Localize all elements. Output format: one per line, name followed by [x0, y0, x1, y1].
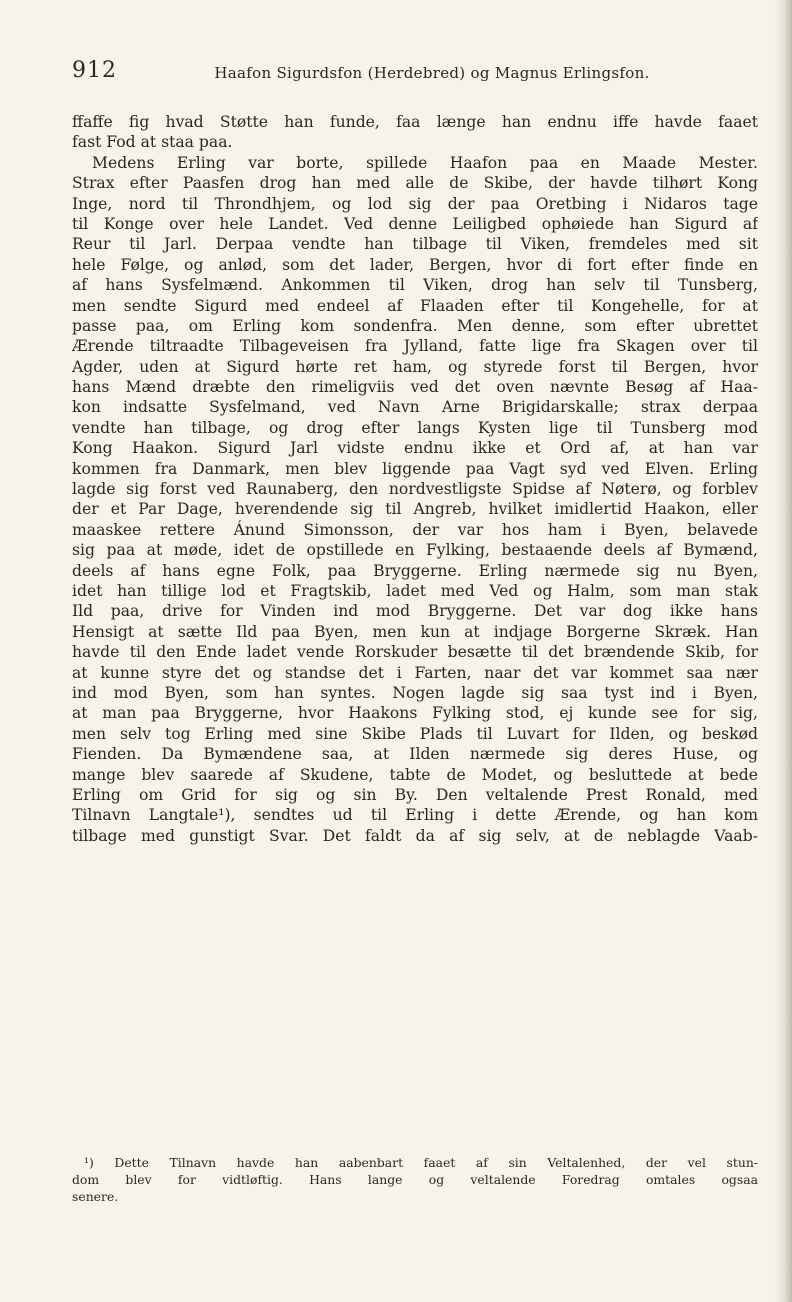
body-text	[72, 112, 758, 846]
footnote-text: Dette Tilnavn havde han aabenbart faaet af sin Veltalenhed, der vel stun-	[114, 1155, 758, 1170]
text-line: at kunne styre det og standse det i Farten, naar det var kommet saa nær	[72, 663, 758, 682]
text-line: kommen fra Danmark, men blev liggende paa Vagt syd ved Elven. Erling	[72, 459, 758, 478]
text-line: Tilnavn Langtale¹), sendtes ud til Erling i dette Ærende, og han kom	[72, 806, 758, 825]
text-line: idet han tillige lod et Fragtskib, ladet med Ved og Halm, som man stak	[72, 581, 758, 600]
text-line: at man paa Bryggerne, hvor Haakons Fylking stod, ej kunde see for sig,	[72, 704, 758, 723]
text-line: til Konge over hele Landet. Ved denne Leiligbed ophøiede han Sigurd af	[72, 214, 758, 233]
text-line: Ild paa, drive for Vinden ind mod Bryggerne. Det var dog ikke hans	[72, 602, 758, 621]
text-line: ind mod Byen, som han syntes. Nogen lagde sig saa tyst ind i Byen,	[72, 683, 758, 702]
footnote-mark: ¹)	[84, 1155, 94, 1170]
text-line: Reur til Jarl. Derpaa vendte han tilbage til Viken, fremdeles med sit	[72, 235, 758, 254]
text-line: Agder, uden at Sigurd hørte ret ham, og styrede forst til Bergen, hvor	[72, 357, 758, 376]
text-line: lagde sig forst ved Raunaberg, den nordvestligste Spidse af Nøterø, og forblev	[72, 480, 758, 499]
text-line: Hensigt at sætte Ild paa Byen, men kun at indjage Borgerne Skræk. Han	[72, 622, 758, 641]
text-line: ffaffe fig hvad Støtte han funde, faa længe han endnu iffe havde faaet	[72, 113, 758, 131]
text-line: Erling om Grid for sig og sin By. Den veltalende Prest Ronald, med	[72, 785, 758, 804]
text-line: af hans Sysfelmænd. Ankommen til Viken, drog han selv til Tunsberg,	[72, 276, 758, 295]
text-line: sig paa at møde, idet de opstillede en Fylking, bestaaende deels af Bymænd,	[72, 541, 758, 560]
page-header	[72, 58, 762, 88]
text-line: Kong Haakon. Sigurd Jarl vidste endnu ikke et Ord af, at han var	[72, 439, 758, 458]
text-line: men sendte Sigurd med endeel af Flaaden efter til Kongehelle, for at	[72, 296, 758, 315]
text-line: Ærende tiltraadte Tilbageveisen fra Jylland, fatte lige fra Skagen over til	[72, 337, 758, 356]
text-line: tilbage med gunstigt Svar. Det faldt da af sig selv, at de neblagde Vaab-	[72, 826, 758, 845]
text-line: der et Par Dage, hverendende sig til Angreb, hvilket imidlertid Haakon, eller	[72, 500, 758, 519]
text-line: kon indsatte Sysfelmand, ved Navn Arne Brigidarskalle; strax derpaa	[72, 398, 758, 417]
footnote-line: senere.	[72, 1189, 119, 1204]
text-line: maaskee rettere Ánund Simonsson, der var hos ham i Byen, belavede	[72, 520, 758, 539]
text-line: Strax efter Paasfen drog han med alle de Skibe, der havde tilhørt Kong	[72, 174, 758, 193]
footnote-line: dom blev for vidtløftig. Hans lange og veltalende Foredrag omtales ogsaa	[72, 1172, 758, 1187]
text-line: vendte han tilbage, og drog efter langs Kysten lige til Tunsberg mod	[72, 418, 758, 437]
text-line: passe paa, om Erling kom sondenfra. Men denne, som efter ubrettet	[72, 316, 758, 335]
text-line: Inge, nord til Throndhjem, og lod sig der paa Oretbing i Nidaros tage	[72, 194, 758, 213]
text-line: havde til den Ende ladet vende Rorskuder besætte til det brændende Skib, for	[72, 643, 758, 662]
page-number: 912	[72, 58, 117, 83]
text-line: hans Mænd dræbte den rimeligviis ved det oven nævnte Besøg af Haa-	[72, 378, 758, 397]
text-line: fast Fod at staa paa.	[72, 133, 233, 152]
text-line: deels af hans egne Folk, paa Bryggerne. Erling nærmede sig nu Byen,	[72, 561, 758, 580]
page-edge-shadow	[774, 0, 792, 1302]
running-head: Haafon Sigurdsfon (Herdebred) og Magnus Erlingsfon.	[214, 64, 650, 82]
text-line: Medens Erling var borte, spillede Haafon paa en Maade Mester.	[92, 153, 758, 172]
text-line: hele Følge, og anlød, som det lader, Bergen, hvor di fort efter finde en	[72, 255, 758, 274]
footnote-line	[72, 1154, 758, 1171]
text-line: men selv tog Erling med sine Skibe Plads til Luvart for Ilden, og beskød	[72, 724, 758, 743]
text-line: mange blev saarede af Skudene, tabte de Modet, og besluttede at bede	[72, 765, 758, 784]
footnote	[72, 1154, 758, 1205]
text-line: Fienden. Da Bymændene saa, at Ilden nærmede sig deres Huse, og	[72, 745, 758, 764]
